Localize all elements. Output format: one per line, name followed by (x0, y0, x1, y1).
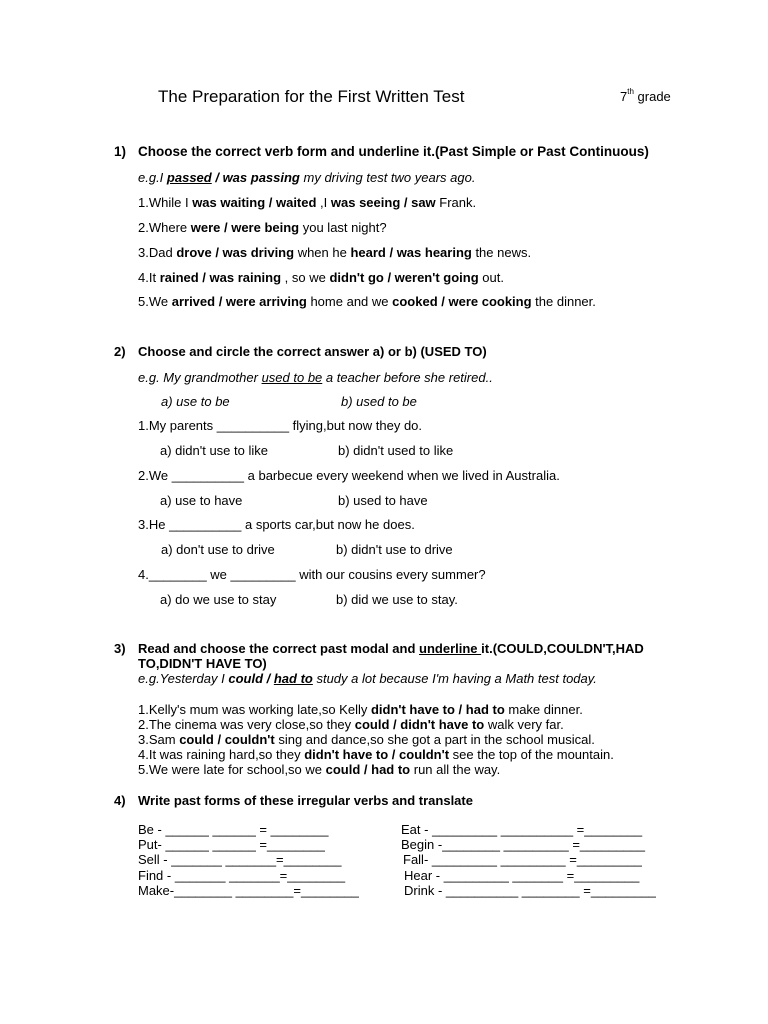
section-2-question-2-option-a: a) use to have (160, 493, 243, 508)
section-4-title: Write past forms of these irregular verbs and translate (138, 793, 473, 808)
verb-row-right: Begin -________ _________ =_________ (401, 837, 645, 852)
section-1-question-4: 4.It rained / was raining , so we didn't go / weren't going out. (138, 270, 504, 285)
section-2-number: 2) (114, 344, 126, 359)
section-3-title-line-2: TO,DIDN'T HAVE TO) (138, 656, 267, 671)
section-1-title: Choose the correct verb form and underline it.(Past Simple or Past Continuous) (138, 144, 649, 159)
section-2-example-option-a: a) use to be (161, 394, 230, 409)
verb-row-left: Make-________ ________=________ (138, 883, 359, 898)
section-2-question-4: 4.________ we _________ with our cousins every summer? (138, 567, 486, 582)
grade-number: 7 (620, 89, 628, 104)
section-2-question-4-option-a: a) do we use to stay (160, 592, 277, 607)
section-3-number: 3) (114, 641, 126, 656)
section-1-example: e.g.I passed / was passing my driving test two years ago. (138, 170, 476, 185)
section-4-number: 4) (114, 793, 126, 808)
verb-row-right: Hear - _________ _______ =_________ (404, 868, 640, 883)
section-1-question-3: 3.Dad drove / was driving when he heard / was hearing the news. (138, 245, 532, 260)
section-1-question-1: 1.While I was waiting / waited ,I was seeing / saw Frank. (138, 195, 477, 210)
verb-row-left: Put- ______ ______ =________ (138, 837, 325, 852)
verb-row-left: Be - ______ ______ = ________ (138, 822, 329, 837)
section-3-question-4: 4.It was raining hard,so they didn't have to / couldn't see the top of the mountain. (138, 747, 614, 762)
section-2-example-option-b: b) used to be (341, 394, 417, 409)
section-2-question-1: 1.My parents __________ flying,but now they do. (138, 418, 423, 433)
grade-word: grade (637, 89, 671, 104)
section-2-question-4-option-b: b) did we use to stay. (336, 592, 458, 607)
verb-row-right: Eat - _________ __________ =________ (401, 822, 643, 837)
verb-row-right: Drink - __________ ________ =_________ (404, 883, 656, 898)
section-2-question-2: 2.We __________ a barbecue every weekend when we lived in Australia. (138, 468, 560, 483)
section-3-question-3: 3.Sam could / couldn't sing and dance,so she got a part in the school musical. (138, 732, 595, 747)
verb-row-left: Find - _______ _______=________ (138, 868, 346, 883)
section-2-title: Choose and circle the correct answer a) or b) (USED TO) (138, 344, 487, 359)
section-3-example: e.g.Yesterday I could / had to study a lot because I'm having a Math test today. (138, 671, 597, 686)
section-3-title: Read and choose the correct past modal and underline it.(COULD,COULDN'T,HAD (138, 641, 644, 656)
page-title: The Preparation for the First Written Test (158, 87, 465, 106)
section-2-question-3-option-a: a) don't use to drive (161, 542, 275, 557)
grade-label (620, 87, 671, 104)
section-3-question-2: 2.The cinema was very close,so they could / didn't have to walk very far. (138, 717, 564, 732)
verb-row-left: Sell - _______ _______=________ (138, 852, 342, 867)
verb-row-right: Fall- _________ _________ =_________ (403, 852, 642, 867)
section-2-question-1-option-b: b) didn't used to like (338, 443, 454, 458)
section-3-question-5: 5.We were late for school,so we could / had to run all the way. (138, 762, 501, 777)
section-2-example: e.g. My grandmother used to be a teacher before she retired.. (138, 370, 493, 385)
section-2-question-1-option-a: a) didn't use to like (160, 443, 268, 458)
section-2-question-2-option-b: b) used to have (338, 493, 428, 508)
section-1-question-2: 2.Where were / were being you last night? (138, 220, 387, 235)
section-2-question-3-option-b: b) didn't use to drive (336, 542, 453, 557)
section-3-question-1: 1.Kelly's mum was working late,so Kelly didn't have to / had to make dinner. (138, 702, 583, 717)
section-2-question-3: 3.He __________ a sports car,but now he does. (138, 517, 415, 532)
section-1-question-5: 5.We arrived / were arriving home and we cooked / were cooking the dinner. (138, 294, 596, 309)
grade-superscript: th (627, 87, 634, 96)
section-1-number: 1) (114, 144, 127, 159)
